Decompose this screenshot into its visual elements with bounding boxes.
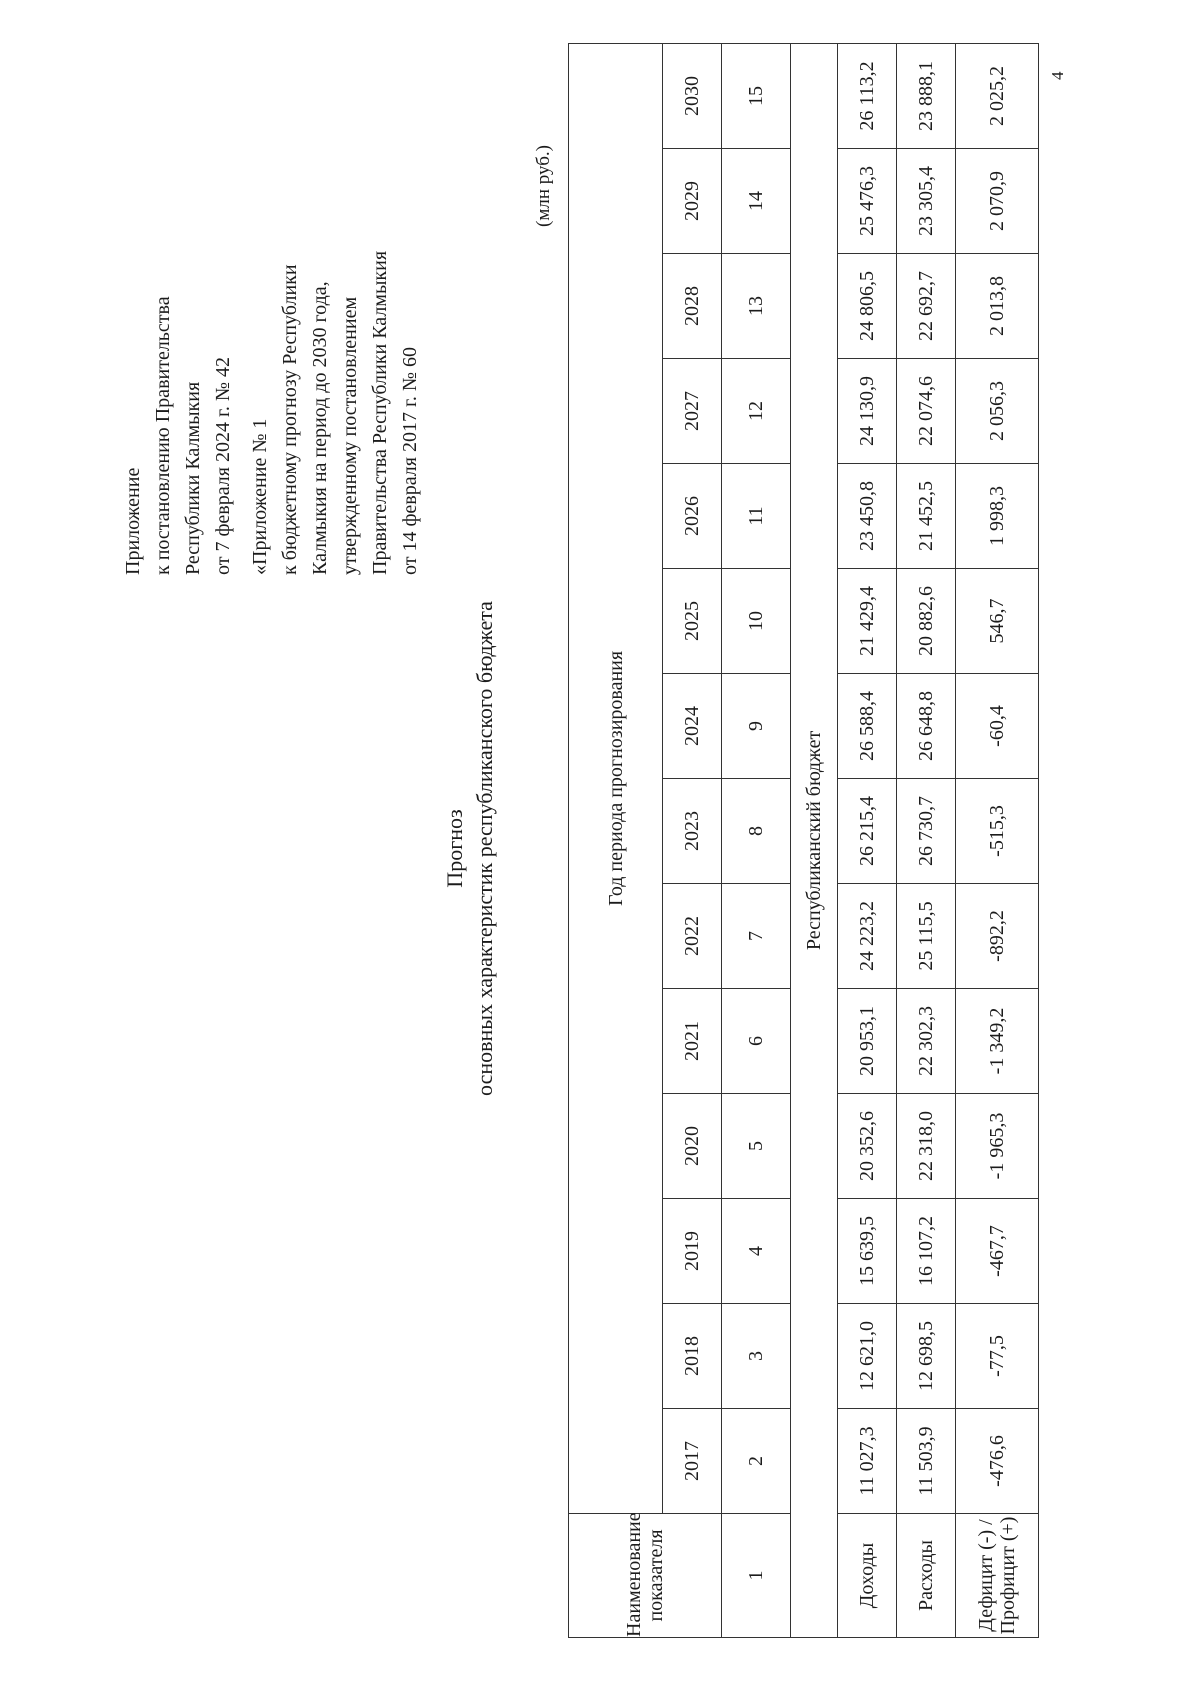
column-number-cell: 12 [722,359,791,464]
value-cell: 16 107,2 [897,1199,956,1304]
page-number: 4 [1048,71,1067,80]
appendix-line: от 14 февраля 2017 г. № 60 [399,346,421,575]
value-cell: 20 953,1 [838,989,897,1094]
approval-note [118,175,238,575]
value-cell: 25 115,5 [897,884,956,989]
value-cell: -1 349,2 [956,989,1039,1094]
value-cell: 24 130,9 [838,359,897,464]
document-heading [440,0,500,1697]
value-cell: -476,6 [956,1409,1039,1514]
column-number-cell: 11 [722,464,791,569]
column-number-cell: 10 [722,569,791,674]
column-number-cell: 15 [722,43,791,148]
value-cell: -467,7 [956,1199,1039,1304]
header-cell-year: 2028 [663,254,722,359]
value-cell: 20 352,6 [838,1094,897,1199]
column-number-row [722,43,791,1637]
budget-forecast-table [568,43,1039,1638]
document-subtitle: основных характеристик республиканского бюджета [472,601,497,1096]
table-row-expenses [897,43,956,1637]
column-number-cell: 6 [722,989,791,1094]
value-cell: 24 223,2 [838,884,897,989]
header-cell-year: 2025 [663,569,722,674]
header-cell-year: 2023 [663,779,722,884]
value-cell: 2 013,8 [956,254,1039,359]
header-cell-year: 2027 [663,359,722,464]
value-cell: 22 318,0 [897,1094,956,1199]
approval-line: к постановлению Правительства [152,296,174,575]
value-cell: 2 070,9 [956,149,1039,254]
header-cell-year: 2022 [663,884,722,989]
approval-line: Приложение [122,467,144,575]
value-cell: -515,3 [956,779,1039,884]
value-cell: 546,7 [956,569,1039,674]
value-cell: 22 074,6 [897,359,956,464]
value-cell: 21 452,5 [897,464,956,569]
value-cell: -60,4 [956,674,1039,779]
value-cell: 22 302,3 [897,989,956,1094]
value-cell: 25 476,3 [838,149,897,254]
table-row-revenue [838,43,897,1637]
value-cell: 26 588,4 [838,674,897,779]
value-cell: 2 056,3 [956,359,1039,464]
approval-line: от 7 февраля 2024 г. № 42 [212,356,234,575]
header-cell-year: 2020 [663,1094,722,1199]
value-cell: 26 648,8 [897,674,956,779]
value-cell: 23 305,4 [897,149,956,254]
value-cell: 12 621,0 [838,1304,897,1409]
column-number-cell: 1 [722,1514,791,1638]
value-cell: -892,2 [956,884,1039,989]
appendix-line: «Приложение № 1 [249,418,271,575]
header-cell-year: 2030 [663,43,722,148]
header-cell-period: Год периода прогнозирования [569,43,663,1513]
value-cell: 12 698,5 [897,1304,956,1409]
value-cell: 24 806,5 [838,254,897,359]
value-cell: 23 450,8 [838,464,897,569]
value-cell: 15 639,5 [838,1199,897,1304]
header-cell-year: 2018 [663,1304,722,1409]
unit-label: (млн руб.) [533,145,554,227]
value-cell: -77,5 [956,1304,1039,1409]
column-number-cell: 3 [722,1304,791,1409]
table-header-row [569,43,663,1637]
value-cell: -1 965,3 [956,1094,1039,1199]
appendix-line: к бюджетному прогнозу Республики [279,264,301,575]
appendix-line: Правительства Республики Калмыкия [369,250,391,575]
value-cell: 22 692,7 [897,254,956,359]
header-cell-name: Наименование показателя [569,1514,722,1638]
document-title: Прогноз [442,809,467,888]
value-cell: 26 113,2 [838,43,897,148]
approval-line: Республики Калмыкия [182,381,204,575]
column-number-cell: 13 [722,254,791,359]
column-number-cell: 8 [722,779,791,884]
column-number-cell: 9 [722,674,791,779]
value-cell: 1 998,3 [956,464,1039,569]
column-number-cell: 4 [722,1199,791,1304]
row-label: Расходы [897,1514,956,1638]
header-cell-year: 2029 [663,149,722,254]
header-cell-year: 2026 [663,464,722,569]
value-cell: 26 730,7 [897,779,956,884]
value-cell: 11 503,9 [897,1409,956,1514]
row-label: Доходы [838,1514,897,1638]
appendix-line: утвержденному постановлением [339,296,361,575]
header-cell-year: 2017 [663,1409,722,1514]
row-label: Дефицит (-) / Профицит (+) [956,1514,1039,1638]
value-cell: 26 215,4 [838,779,897,884]
column-number-cell: 7 [722,884,791,989]
value-cell: 11 027,3 [838,1409,897,1514]
header-cell-year: 2021 [663,989,722,1094]
value-cell: 2 025,2 [956,43,1039,148]
section-label: Республиканский бюджет [791,43,838,1637]
value-cell: 23 888,1 [897,43,956,148]
column-number-cell: 5 [722,1094,791,1199]
table-years-row [663,43,722,1637]
appendix-line: Калмыкия на период до 2030 года, [309,281,331,575]
section-row [791,43,838,1637]
column-number-cell: 2 [722,1409,791,1514]
table-row-deficit [956,43,1039,1637]
value-cell: 20 882,6 [897,569,956,674]
header-cell-year: 2024 [663,674,722,779]
value-cell: 21 429,4 [838,569,897,674]
header-cell-year: 2019 [663,1199,722,1304]
appendix-note [245,175,425,575]
column-number-cell: 14 [722,149,791,254]
